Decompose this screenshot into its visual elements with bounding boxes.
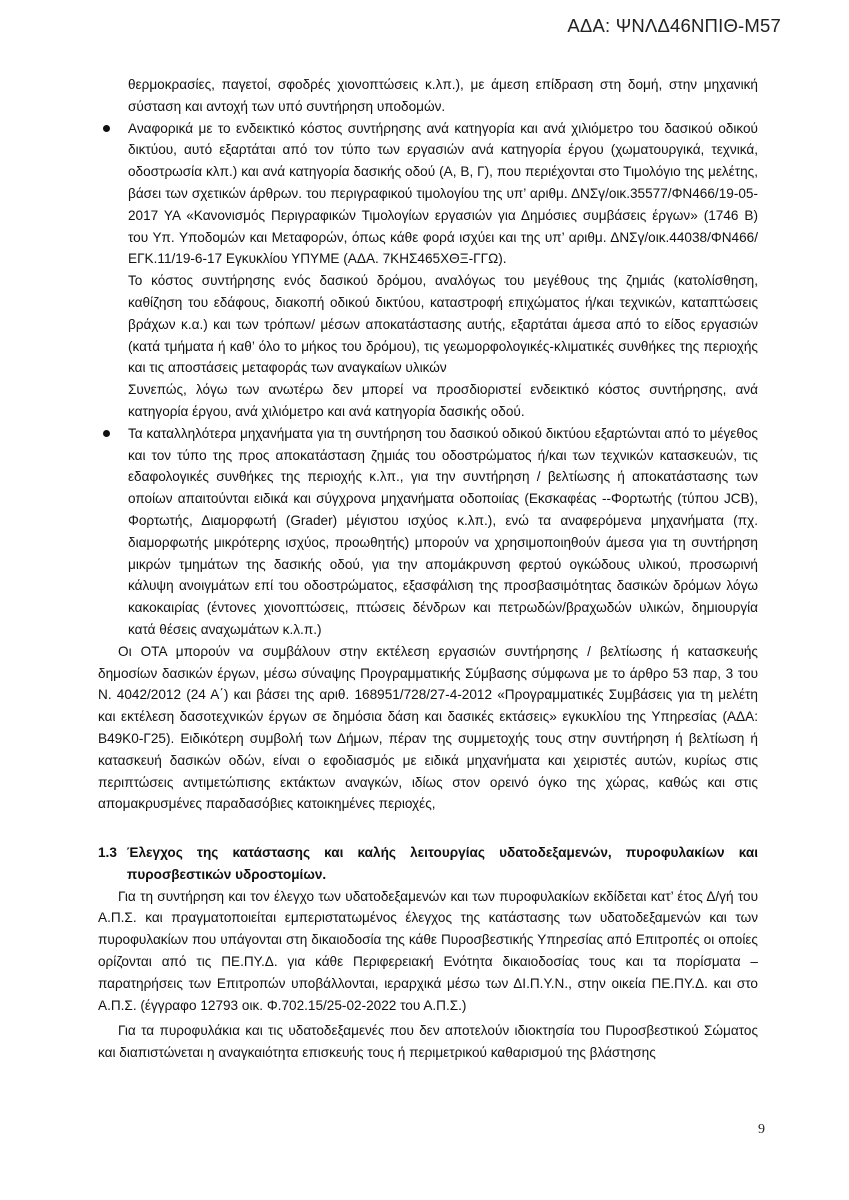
bullet-icon	[103, 125, 110, 132]
bullet-paragraph: Αναφορικά με το ενδεικτικό κόστος συντήρησης ανά κατηγορία και ανά χιλιόμετρο του δασικού οδικού δικτύου, αυτό εξαρτάται από τον τύπο των εργασιών ανά κατηγορία έργου (χωματουργικά, τεχνικά, οδοστρωσία κλπ.) και ανά κατηγορία δασικής οδού (Α, Β, Γ), που περιέχονται στο Τιμολόγιο της μελέτης, βάσει των σχετικών άρθρων. του περιγραφικού τιμολογίου της υπ’ αριθμ. ΔΝΣγ/οικ.35577/ΦΝ466/19-05-2017 ΥΑ «Κανονισμός Περιγραφικών Τιμολογίων εργασιών για Δημόσιες συμβάσεις έργων» (1746 Β) του Υπ. Υποδομών και Μεταφορών, όπως κάθε φορά ισχύει και της υπ’ αριθμ. ΔΝΣγ/οικ.44038/ΦΝ466/ΕΓΚ.11/19-6-17 Εγκυκλίου ΥΠΥΜΕ (ΑΔΑ. 7ΚΗΣ465ΧΘΞ-ΓΓΩ).	[128, 120, 758, 267]
paragraph: Για τα πυροφυλάκια και τις υδατοδεξαμενές που δεν αποτελούν ιδιοκτησία του Πυροσβεστικού Σώματος και διαπιστώνεται η αναγκαιότητα επισκευής τους ή περιμετρικού καθαρισμού της βλάστησης	[98, 1023, 758, 1061]
section-title: Έλεγχος της κατάστασης και καλής λειτουργίας υδατοδεξαμενών, πυροφυλακίων και πυροσβεστικών υδροστομίων.	[126, 845, 758, 882]
bullet-subparagraph: Συνεπώς, λόγω των ανωτέρω δεν μπορεί να προσδιοριστεί ενδεικτικό κόστος συντήρησης, ανά κατηγορία έργου, ανά χιλιόμετρο και ανά κατηγορία δασικής οδού.	[128, 382, 758, 419]
bullet-icon	[103, 430, 110, 437]
document-body	[98, 74, 758, 1064]
paragraph-ota: Οι ΟΤΑ μπορούν να συμβάλουν στην εκτέλεση εργασιών συντήρησης / βελτίωσης ή κατασκευής δημοσίων δασικών έργων, μέσω σύναψης Προγραμματικής Σύμβασης σύμφωνα με το άρθρο 53 παρ, 3 του Ν. 4042/2012 (24 Α΄) και βάσει της αριθ. 168951/728/27-4-2012 «Προγραμματικές Συμβάσεις για τη μελέτη και εκτέλεση δασοτεχνικών έργων σε δημόσια δάση και δασικές εκτάσεις» εγκυκλίου της Υπηρεσίας (ΑΔΑ: Β49Κ0-Γ25). Ειδικότερη συμβολή των Δήμων, πέραν της συμμετοχής τους στην συντήρηση ή βελτίωση ή κατασκευή δασικών οδών, είναι ο εφοδιασμός με ειδικά μηχανήματα και χειριστές αυτών, κυρίως στις περιπτώσεις αντιμετώπισης εκτάκτων αναγκών, ιδίως στον ορεινό όγκο της χώρας, καθώς και στις απομακρυσμένες παραδασόβιες κατοικημένες περιοχές,	[98, 643, 758, 812]
bullet-item-machinery	[98, 423, 758, 641]
ada-code: ΑΔΑ: ΨΝΛΔ46ΝΠΙΘ-Μ57	[567, 15, 781, 36]
bullet-paragraph: Τα καταλληλότερα μηχανήματα για τη συντήρηση του δασικού οδικού δικτύου εξαρτώνται από το μέγεθος και τον τύπο της προς αποκατάσταση ζημιάς του οδοστρώματος ή/και των τεχνικών κατασκευών, τις εδαφολογικές συνθήκες της περιοχής κ.λπ., για την συντήρηση / βελτίωσης ή αποκατάστασης των οποίων απαιτούνται ειδικά και σύγχρονα μηχανήματα οδοποιίας (Εκσκαφέας --Φορτωτής (τύπου JCB), Φορτωτής, Διαμορφωτή (Grader) μέγιστου ισχύος κ.λπ.), ενώ τα αναφερόμενα μηχανήματα (πχ. διαμορφωτής μικρότερης ισχύος, προωθητής) μπορούν να χρησιμοποιηθούν άμεσα για τη συντήρηση μικρών τμημάτων της δασικής οδού, για την απομάκρυνση φερτού ογκώδους υλικού, προσωρινή κάλυψη ανοιγμάτων επί του οδοστρώματος, εξασφάλιση της προσβασιμότητας δασικών δρόμων λόγω κακοκαιρίας (έντονες χιονοπτώσεις, πτώσεις δένδρων και πετρωδών/βραχωδών υλικών, δημιουργία κατά θέσεις αναχωμάτων κ.λ.π.)	[128, 425, 758, 637]
bullet-item-maintenance-cost	[98, 118, 758, 271]
continued-paragraph: θερμοκρασίες, παγετοί, σφοδρές χιονοπτώσεις κ.λπ.), με άμεση επίδραση στη δομή, στην μηχανική σύσταση και αντοχή των υπό συντήρηση υποδομών.	[128, 77, 758, 114]
bullet-subparagraph: Το κόστος συντήρησης ενός δασικού δρόμου, αναλόγως του μεγέθους της ζημιάς (κατολίσθηση, καθίζηση του εδάφους, διακοπή οδικού δικτύου, καταστροφή επιχώματος ή/και τεχνικών, καταπτώσεις βράχων κ.α.) και των τρόπων/ μέσων αποκατάστασης αυτής, εξαρτάται άμεσα από το είδος εργασιών (κατά τμήματα ή καθ’ όλο το μήκος του δρόμου), τις γεωμορφολογικές-κλιματικές συνθήκες της περιοχής και τις αποστάσεις μεταφοράς των αναγκαίων υλικών	[128, 273, 758, 376]
section-number: 1.3	[98, 845, 117, 861]
page-number: 9	[758, 1122, 765, 1137]
section-heading	[98, 842, 758, 886]
paragraph: Για τη συντήρηση και τον έλεγχο των υδατοδεξαμενών και των πυροφυλακίων εκδίδεται κατ’ έτος Δ/γή του Α.Π.Σ. και πραγματοποιείται εμπεριστατωμένος έλεγχος της κατάστασης των υδατοδεξαμενών και των πυροφυλακίων που υπάγονται στη δικαιοδοσία της κάθε Πυροσβεστικής Υπηρεσίας από Επιτροπές οι οποίες ορίζονται από τις ΠΕ.ΠΥ.Δ. για κάθε Περιφερειακή Ενότητα δικαιοδοσίας τους και τα πορίσματα – παρατηρήσεις των Επιτροπών υποβάλλονται, ιεραρχικά μέσω των ΔΙ.Π.Υ.Ν., στην οικεία ΠΕ.ΠΥ.Δ. και στο Α.Π.Σ. (έγγραφο 12793 οικ. Φ.702.15/25-02-2022 του Α.Π.Σ.)	[98, 888, 758, 1013]
